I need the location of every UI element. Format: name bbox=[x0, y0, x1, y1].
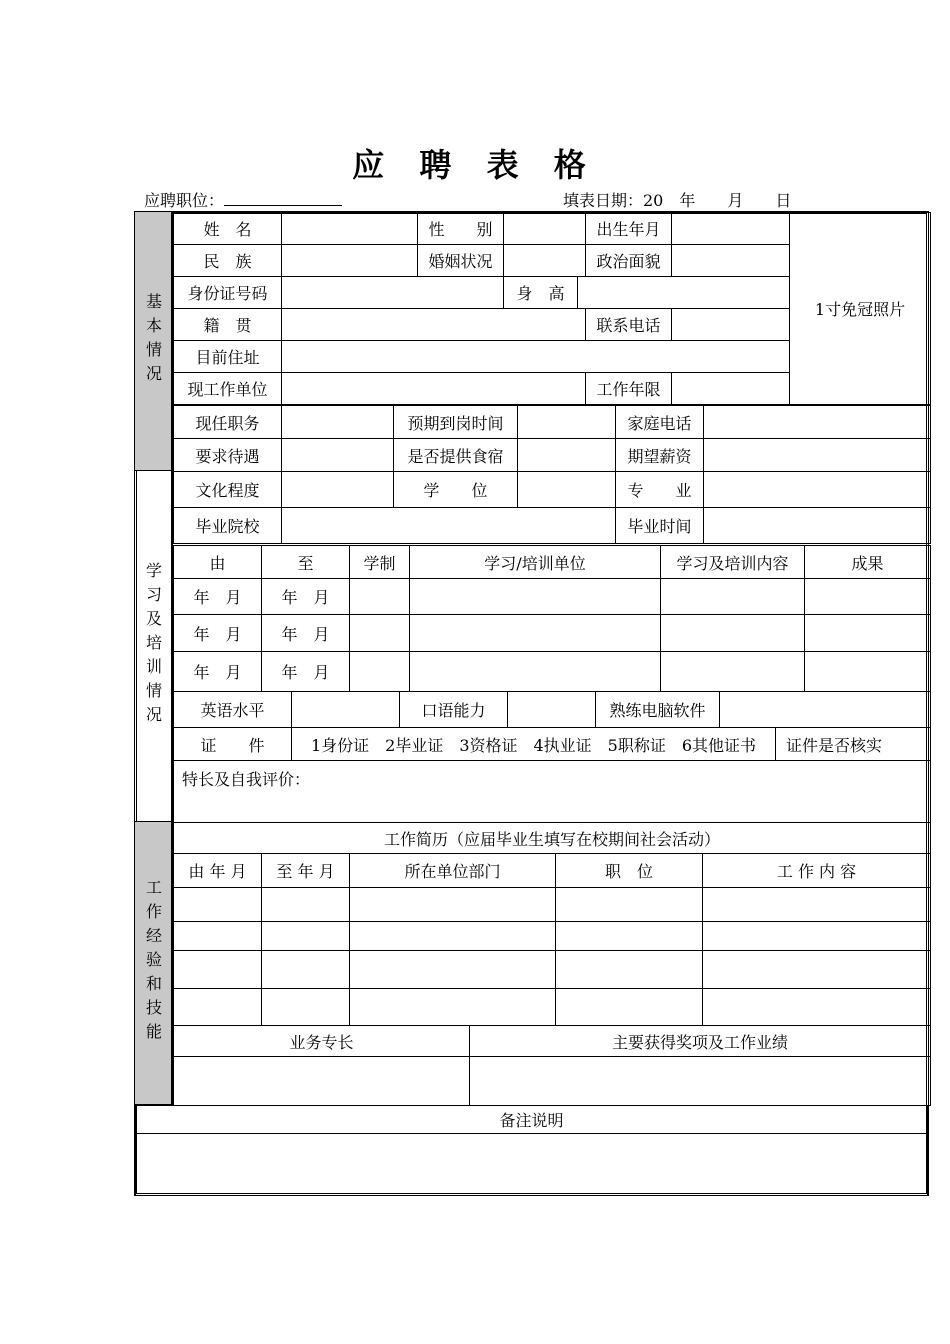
language-skills bbox=[173, 691, 930, 728]
marital-field[interactable] bbox=[504, 245, 586, 277]
edu-header-to: 至 bbox=[262, 546, 350, 579]
native-place-label: 籍 贯 bbox=[174, 309, 282, 341]
certificates bbox=[173, 727, 930, 823]
edu-header-institution: 学习/培训单位 bbox=[410, 546, 661, 579]
birth-label: 出生年月 bbox=[586, 213, 672, 245]
school-label: 毕业院校 bbox=[174, 508, 282, 544]
work-cell[interactable] bbox=[350, 922, 556, 951]
self-evaluation[interactable]: 特长及自我评价： bbox=[174, 761, 931, 823]
home-phone-label: 家庭电话 bbox=[616, 406, 704, 439]
photo-box[interactable]: 1寸免冠照片 bbox=[790, 213, 931, 405]
expertise-label: 业务专长 bbox=[174, 1026, 470, 1057]
edu-header-from: 由 bbox=[174, 546, 262, 579]
work-cell[interactable] bbox=[703, 951, 931, 989]
edu-cell[interactable] bbox=[410, 579, 661, 615]
political-field[interactable] bbox=[672, 245, 790, 277]
phone-field[interactable] bbox=[672, 309, 790, 341]
employer-field[interactable] bbox=[282, 373, 586, 405]
remarks-field[interactable] bbox=[136, 1134, 928, 1196]
work-cell[interactable] bbox=[350, 951, 556, 989]
section-basic-label: 基本情况 bbox=[135, 212, 173, 471]
level-label: 文化程度 bbox=[174, 472, 282, 508]
work-cell[interactable] bbox=[262, 922, 350, 951]
skills-awards bbox=[173, 1025, 930, 1106]
political-label: 政治面貌 bbox=[586, 245, 672, 277]
resume-title: 工作简历（应届毕业生填写在校期间社会活动） bbox=[174, 823, 931, 854]
awards-field[interactable] bbox=[470, 1057, 931, 1106]
level-field[interactable] bbox=[282, 472, 394, 508]
current-post-label: 现任职务 bbox=[174, 406, 282, 439]
work-cell[interactable] bbox=[556, 922, 703, 951]
edu-cell[interactable] bbox=[805, 615, 931, 652]
edu-to-cell[interactable]: 年 月 bbox=[262, 579, 350, 615]
name-label: 姓 名 bbox=[174, 213, 282, 245]
degree-label: 学 位 bbox=[394, 472, 518, 508]
edu-header-content: 学习及培训内容 bbox=[661, 546, 805, 579]
edu-cell[interactable] bbox=[410, 615, 661, 652]
basic-info-block-2 bbox=[173, 405, 930, 472]
school-field[interactable] bbox=[282, 508, 616, 544]
edu-cell[interactable] bbox=[350, 615, 410, 652]
years-label: 工作年限 bbox=[586, 373, 672, 405]
current-post-field[interactable] bbox=[282, 406, 394, 439]
edu-cell[interactable] bbox=[805, 652, 931, 692]
work-cell[interactable] bbox=[350, 888, 556, 922]
table-row bbox=[174, 922, 931, 951]
section-work-label: 工作经验和技能 bbox=[135, 822, 173, 1105]
work-header-content: 工 作 内 容 bbox=[703, 854, 931, 888]
work-cell[interactable] bbox=[703, 922, 931, 951]
remarks-block bbox=[135, 1105, 928, 1196]
birth-field[interactable] bbox=[672, 213, 790, 245]
major-field[interactable] bbox=[704, 472, 931, 508]
gender-field[interactable] bbox=[504, 213, 586, 245]
board-label: 是否提供食宿 bbox=[394, 439, 518, 472]
english-field[interactable] bbox=[292, 692, 400, 728]
grad-time-field[interactable] bbox=[704, 508, 931, 544]
work-header-post: 职 位 bbox=[556, 854, 703, 888]
edu-to-cell[interactable]: 年 月 bbox=[262, 615, 350, 652]
edu-from-cell[interactable]: 年 月 bbox=[174, 652, 262, 692]
work-cell[interactable] bbox=[174, 951, 262, 989]
table-row bbox=[174, 888, 931, 922]
edu-cell[interactable] bbox=[410, 652, 661, 692]
available-label: 预期到岗时间 bbox=[394, 406, 518, 439]
phone-label: 联系电话 bbox=[586, 309, 672, 341]
work-header-dept: 所在单位部门 bbox=[350, 854, 556, 888]
work-history bbox=[173, 822, 930, 1026]
work-cell[interactable] bbox=[703, 888, 931, 922]
awards-label: 主要获得奖项及工作业绩 bbox=[470, 1026, 931, 1057]
work-cell[interactable] bbox=[556, 888, 703, 922]
work-cell[interactable] bbox=[262, 951, 350, 989]
work-cell[interactable] bbox=[556, 951, 703, 989]
ethnic-label: 民 族 bbox=[174, 245, 282, 277]
edu-from-cell[interactable]: 年 月 bbox=[174, 615, 262, 652]
work-header-from: 由 年 月 bbox=[174, 854, 262, 888]
work-cell[interactable] bbox=[262, 989, 350, 1026]
work-cell[interactable] bbox=[174, 922, 262, 951]
ethnic-field[interactable] bbox=[282, 245, 418, 277]
edu-cell[interactable] bbox=[661, 615, 805, 652]
major-label: 专 业 bbox=[616, 472, 704, 508]
education-history bbox=[173, 545, 930, 692]
certs-label: 证 件 bbox=[174, 728, 292, 761]
available-field[interactable] bbox=[518, 406, 616, 439]
section-education-label: 学习及培训情况 bbox=[135, 471, 173, 822]
oral-field[interactable] bbox=[508, 692, 596, 728]
basic-info-block bbox=[173, 212, 930, 405]
salary-label: 期望薪资 bbox=[616, 439, 704, 472]
application-form bbox=[134, 211, 929, 1196]
computer-label: 熟练电脑软件 bbox=[596, 692, 720, 728]
education-block bbox=[173, 471, 930, 544]
work-header-to: 至 年 月 bbox=[262, 854, 350, 888]
oral-label: 口语能力 bbox=[400, 692, 508, 728]
gender-label: 性 别 bbox=[418, 213, 504, 245]
height-label: 身 高 bbox=[504, 277, 578, 309]
work-cell[interactable] bbox=[556, 989, 703, 1026]
marital-label: 婚姻状况 bbox=[418, 245, 504, 277]
work-cell[interactable] bbox=[350, 989, 556, 1026]
table-row bbox=[174, 951, 931, 989]
id-number-label: 身份证号码 bbox=[174, 277, 282, 309]
remarks-label: 备注说明 bbox=[136, 1106, 928, 1134]
edu-header-length: 学制 bbox=[350, 546, 410, 579]
table-row bbox=[174, 989, 931, 1026]
computer-field[interactable] bbox=[720, 692, 931, 728]
form-title: 应 聘 表 格 bbox=[352, 146, 598, 184]
home-phone-field[interactable] bbox=[704, 406, 931, 439]
certs-verified[interactable]: 证件是否核实 bbox=[776, 728, 931, 761]
position-line bbox=[144, 188, 342, 211]
board-field[interactable] bbox=[518, 439, 616, 472]
address-label: 目前住址 bbox=[174, 341, 282, 373]
address-field[interactable] bbox=[282, 341, 790, 373]
name-field[interactable] bbox=[282, 213, 418, 245]
position-label: 应聘职位： bbox=[144, 191, 225, 210]
table-row bbox=[174, 615, 931, 652]
grad-time-label: 毕业时间 bbox=[616, 508, 704, 544]
certs-options[interactable]: 1身份证 2毕业证 3资格证 4执业证 5职称证 6其他证书 bbox=[292, 728, 776, 761]
edu-cell[interactable] bbox=[350, 652, 410, 692]
edu-to-cell[interactable]: 年 月 bbox=[262, 652, 350, 692]
edu-header-result: 成果 bbox=[805, 546, 931, 579]
work-cell[interactable] bbox=[174, 888, 262, 922]
work-cell[interactable] bbox=[703, 989, 931, 1026]
treatment-field[interactable] bbox=[282, 439, 394, 472]
work-cell[interactable] bbox=[174, 989, 262, 1026]
salary-field[interactable] bbox=[704, 439, 931, 472]
treatment-label: 要求待遇 bbox=[174, 439, 282, 472]
table-row bbox=[174, 652, 931, 692]
employer-label: 现工作单位 bbox=[174, 373, 282, 405]
fill-date: 填表日期：20 年 月 日 bbox=[563, 191, 792, 210]
edu-from-cell[interactable]: 年 月 bbox=[174, 579, 262, 615]
years-field[interactable] bbox=[672, 373, 790, 405]
height-field[interactable] bbox=[578, 277, 790, 309]
table-row bbox=[174, 579, 931, 615]
english-label: 英语水平 bbox=[174, 692, 292, 728]
expertise-field[interactable] bbox=[174, 1057, 470, 1106]
id-number-field[interactable] bbox=[282, 277, 504, 309]
position-input[interactable] bbox=[224, 191, 342, 206]
edu-cell[interactable] bbox=[661, 579, 805, 615]
degree-field[interactable] bbox=[518, 472, 616, 508]
edu-cell[interactable] bbox=[805, 579, 931, 615]
native-place-field[interactable] bbox=[282, 309, 586, 341]
edu-cell[interactable] bbox=[350, 579, 410, 615]
work-cell[interactable] bbox=[262, 888, 350, 922]
edu-cell[interactable] bbox=[661, 652, 805, 692]
